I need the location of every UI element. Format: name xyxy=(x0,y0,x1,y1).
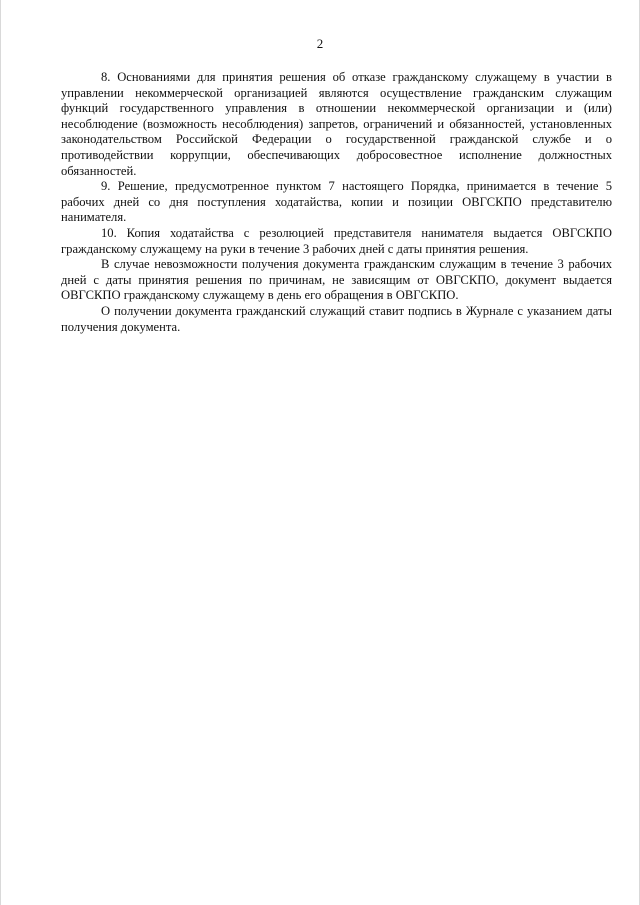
paragraph-9: 9. Решение, предусмотренное пунктом 7 настоящего Порядка, принимается в течение 5 рабочих дней со дня поступления ходатайства, копии и позиции ОВГСКПО представителю нанимателя. xyxy=(61,179,612,225)
paragraph-impossibility-case: В случае невозможности получения документа гражданским служащим в течение 3 рабочих дней с даты принятия решения по причинам, не зависящим от ОВГСКПО, документ выдается ОВГСКПО гражданскому служащему в день его обращения в ОВГСКПО. xyxy=(61,257,612,303)
page-left-edge xyxy=(0,0,1,905)
paragraph-10: 10. Копия ходатайства с резолюцией представителя нанимателя выдается ОВГСКПО гражданскому служащему на руки в течение 3 рабочих дней с даты принятия решения. xyxy=(61,225,612,256)
paragraph-receipt-signature: О получении документа гражданский служащий ставит подпись в Журнале с указанием даты получения документа. xyxy=(61,303,612,334)
document-body xyxy=(61,70,612,335)
paragraph-8: 8. Основаниями для принятия решения об отказе гражданскому служащему в участии в управлении некоммерческой организацией являются осуществление гражданским служащим функций государственного управления в отношении некоммерческой организации и (или) несоблюдение (возможность несоблюдения) запретов, ограничений и обязанностей, установленных законодательством Российской Федерации о государственной гражданской службе и о противодействии коррупции, обеспечивающих добросовестное исполнение должностных обязанностей. xyxy=(61,70,612,178)
page-number: 2 xyxy=(316,36,324,51)
